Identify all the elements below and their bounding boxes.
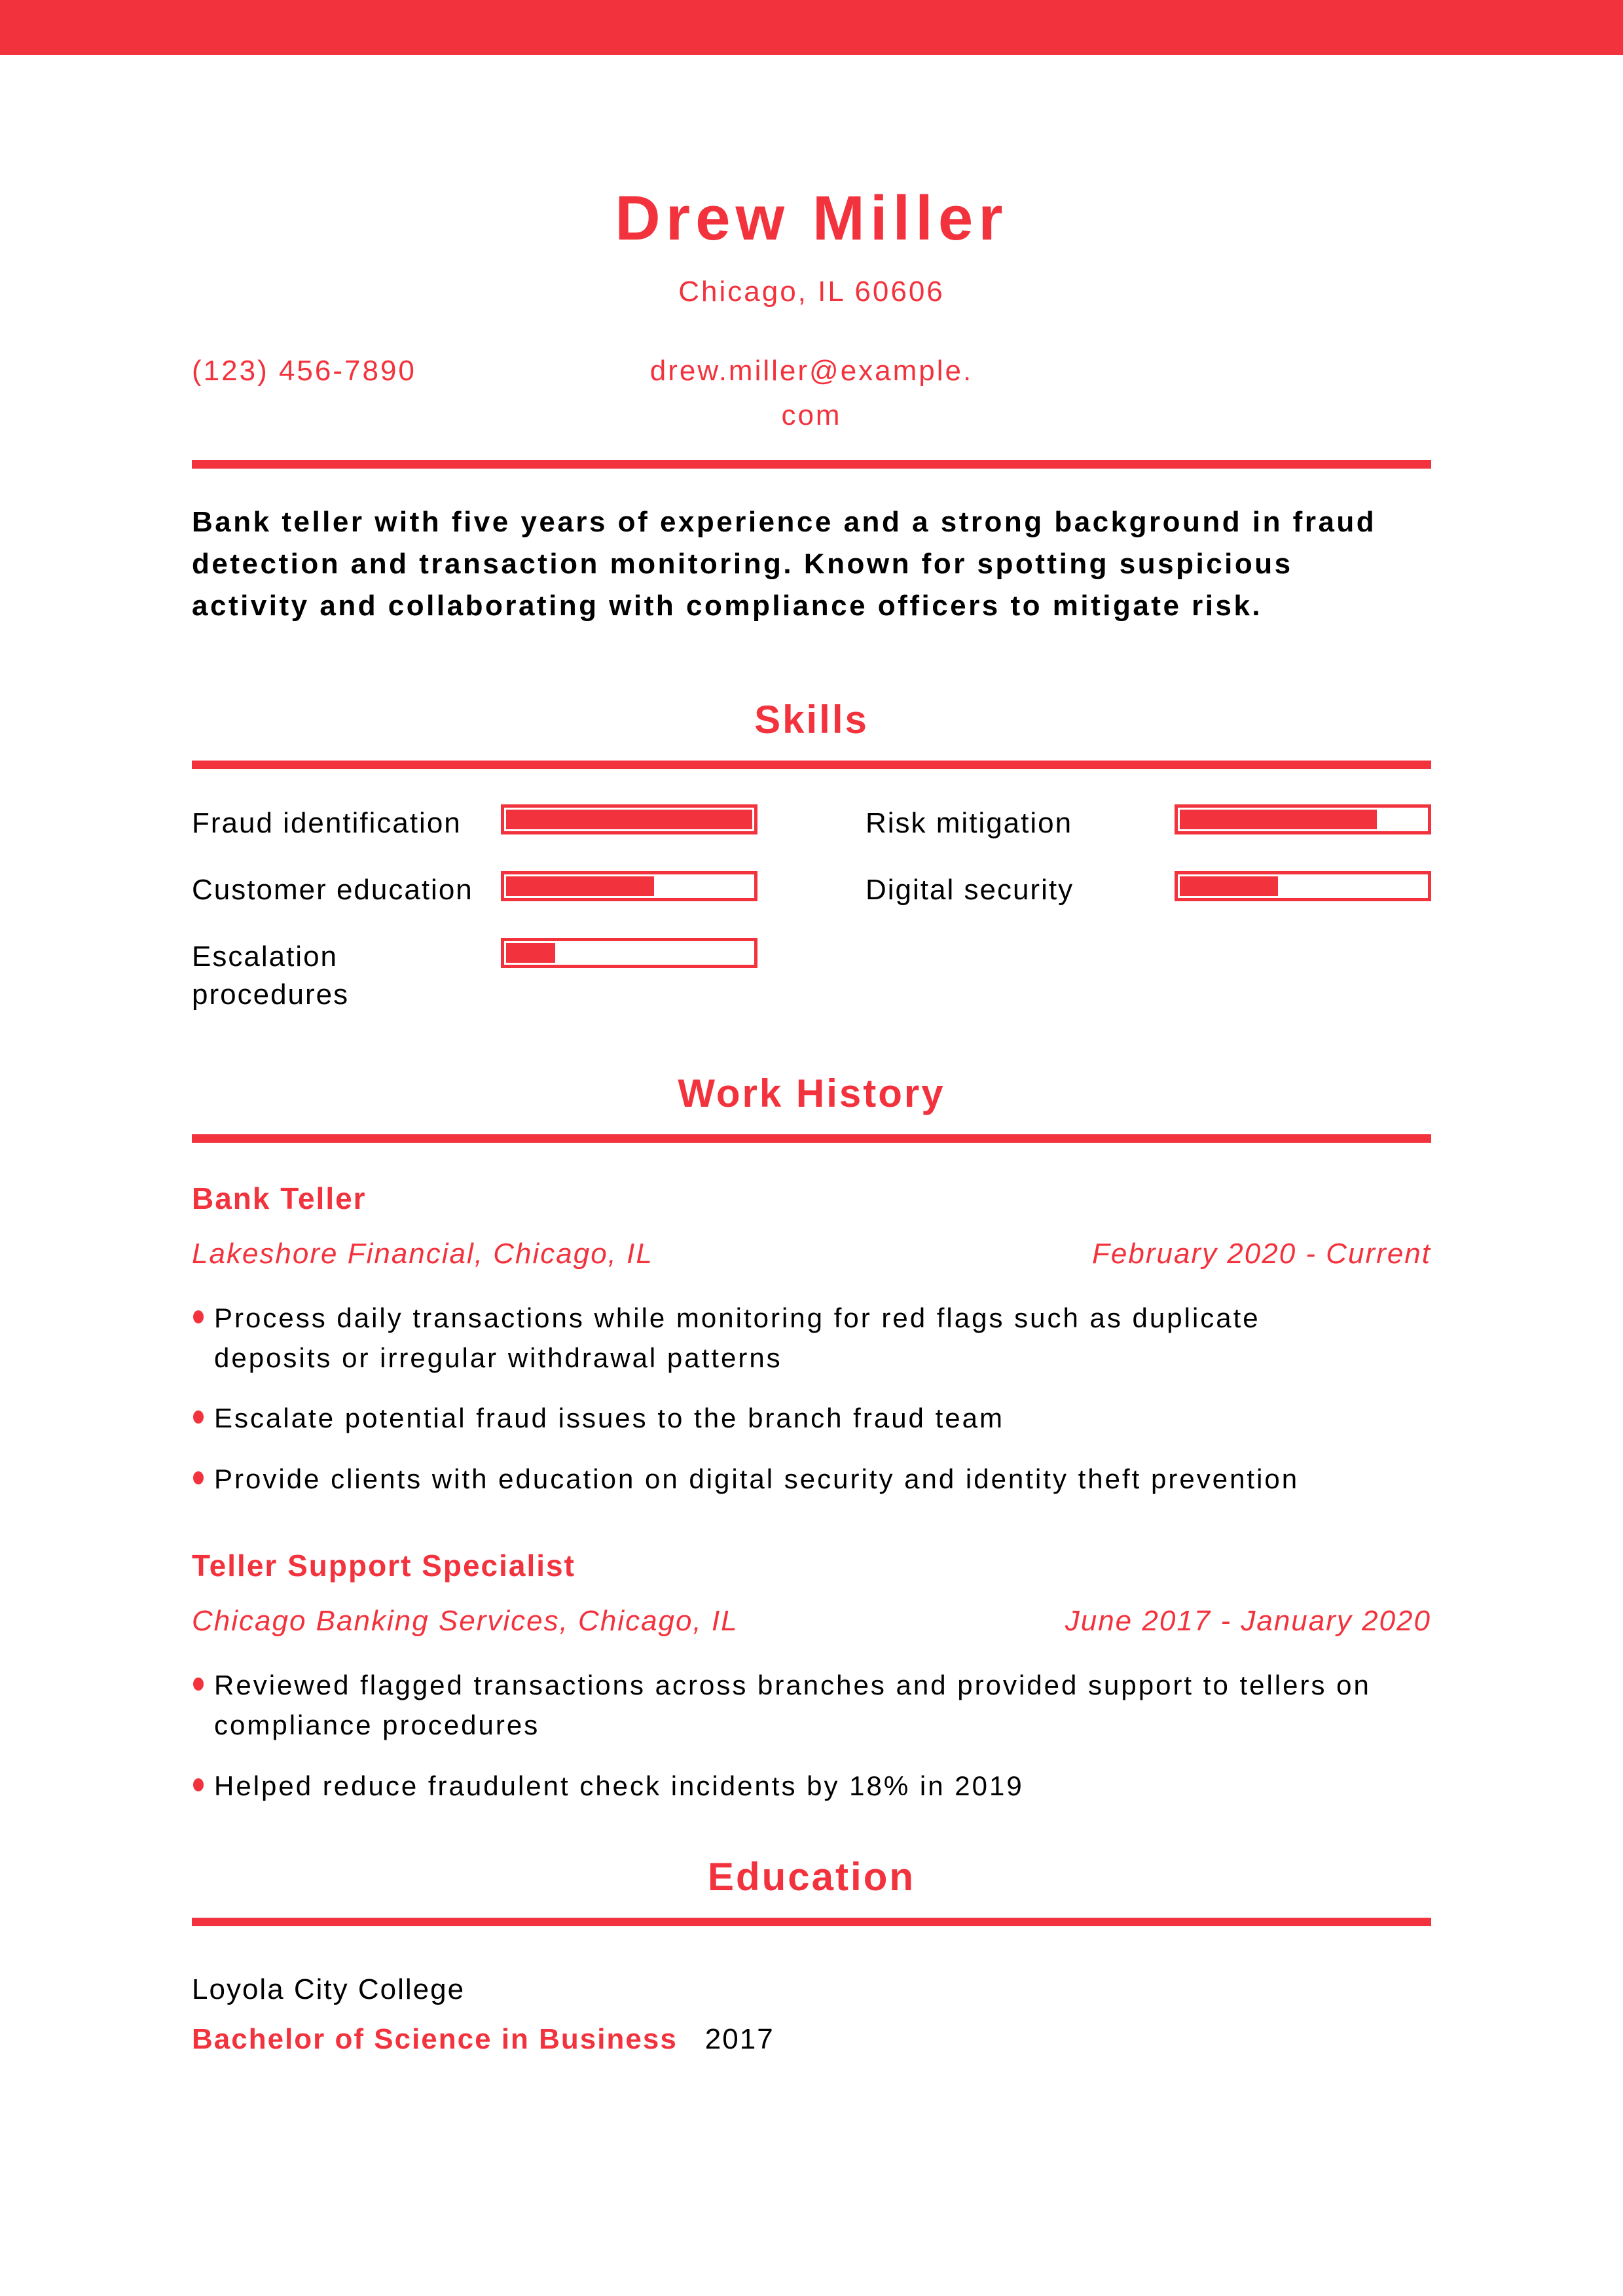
skill-item-customer-education bbox=[192, 871, 757, 909]
skill-bar-fill bbox=[506, 876, 654, 896]
skills-divider bbox=[192, 761, 1431, 769]
skill-label: Fraud identification bbox=[192, 806, 462, 839]
skill-label: Risk mitigation bbox=[866, 806, 1073, 839]
job-title: Bank Teller bbox=[192, 1181, 367, 1215]
skills-section-title: Skills bbox=[754, 697, 869, 742]
resume-content bbox=[0, 183, 1623, 2056]
education-section bbox=[192, 1854, 1431, 2056]
email-line-2: com bbox=[781, 399, 842, 431]
skill-label: Customer education bbox=[192, 873, 473, 906]
skill-item-risk-mitigation bbox=[866, 804, 1431, 842]
skill-label: Escalation procedures bbox=[192, 940, 350, 1011]
work-history-section bbox=[192, 1071, 1431, 1806]
education-degree-row bbox=[192, 2023, 1431, 2056]
candidate-phone: (123) 456-7890 bbox=[192, 354, 416, 387]
job-meta-row bbox=[192, 1600, 1431, 1642]
header-divider bbox=[192, 460, 1431, 469]
skill-bar-fill bbox=[506, 810, 752, 829]
skills-section bbox=[192, 697, 1431, 1014]
job-bullet: Process daily transactions while monitoring for red flags such as duplicate deposits or irregular withdrawal patterns bbox=[192, 1299, 1377, 1378]
candidate-name: Drew Miller bbox=[615, 183, 1008, 253]
skill-bar-fill bbox=[1180, 876, 1278, 896]
job-bullet-list bbox=[192, 1299, 1431, 1500]
work-history-section-title: Work History bbox=[678, 1071, 945, 1115]
resume-header bbox=[192, 183, 1431, 469]
skill-bar bbox=[1175, 871, 1431, 901]
job-teller-support-specialist bbox=[192, 1548, 1431, 1806]
skill-item-digital-security bbox=[866, 871, 1431, 909]
skill-item-fraud-identification bbox=[192, 804, 757, 842]
skill-bar bbox=[501, 938, 757, 968]
skill-bar bbox=[1175, 804, 1431, 834]
work-history-divider bbox=[192, 1134, 1431, 1143]
candidate-email bbox=[650, 349, 973, 438]
candidate-location: Chicago, IL 60606 bbox=[678, 275, 945, 308]
job-company: Chicago Banking Services, Chicago, IL bbox=[192, 1605, 739, 1638]
skill-label: Digital security bbox=[866, 873, 1074, 906]
skill-item-escalation-procedures bbox=[192, 938, 757, 1014]
skill-bar-fill bbox=[506, 943, 555, 963]
job-bullet-list bbox=[192, 1666, 1431, 1806]
job-meta-row bbox=[192, 1233, 1431, 1275]
job-bullet: Provide clients with education on digital security and identity theft prevention bbox=[192, 1460, 1377, 1499]
job-bullet: Helped reduce fraudulent check incidents by 18% in 2019 bbox=[192, 1767, 1377, 1806]
job-company: Lakeshore Financial, Chicago, IL bbox=[192, 1237, 653, 1270]
education-degree: Bachelor of Science in Business bbox=[192, 2022, 678, 2055]
job-bank-teller bbox=[192, 1181, 1431, 1499]
job-bullet: Reviewed flagged transactions across branches and provided support to tellers on compliance procedures bbox=[192, 1666, 1377, 1746]
skill-bar bbox=[501, 871, 757, 901]
job-dates: February 2020 - Current bbox=[1092, 1237, 1431, 1270]
top-accent-bar bbox=[0, 0, 1623, 55]
education-school: Loyola City College bbox=[192, 1973, 465, 2005]
contact-row bbox=[192, 349, 1431, 438]
skill-bar-fill bbox=[1180, 810, 1377, 829]
summary-section bbox=[192, 501, 1431, 626]
summary-text: Bank teller with five years of experience and a strong background in fraud detection and transaction monitoring. Known for spotting suspicious activity and collaborating with compliance officers to mitigate risk. bbox=[192, 506, 1377, 622]
education-year: 2017 bbox=[704, 2022, 775, 2055]
email-line-1: drew.miller@example. bbox=[649, 354, 974, 387]
education-section-title: Education bbox=[707, 1854, 915, 1899]
skills-grid bbox=[192, 804, 1431, 1014]
skill-bar bbox=[501, 804, 757, 834]
job-bullet: Escalate potential fraud issues to the branch fraud team bbox=[192, 1399, 1377, 1439]
job-dates: June 2017 - January 2020 bbox=[1065, 1605, 1431, 1638]
education-divider bbox=[192, 1918, 1431, 1926]
job-title: Teller Support Specialist bbox=[192, 1549, 575, 1583]
